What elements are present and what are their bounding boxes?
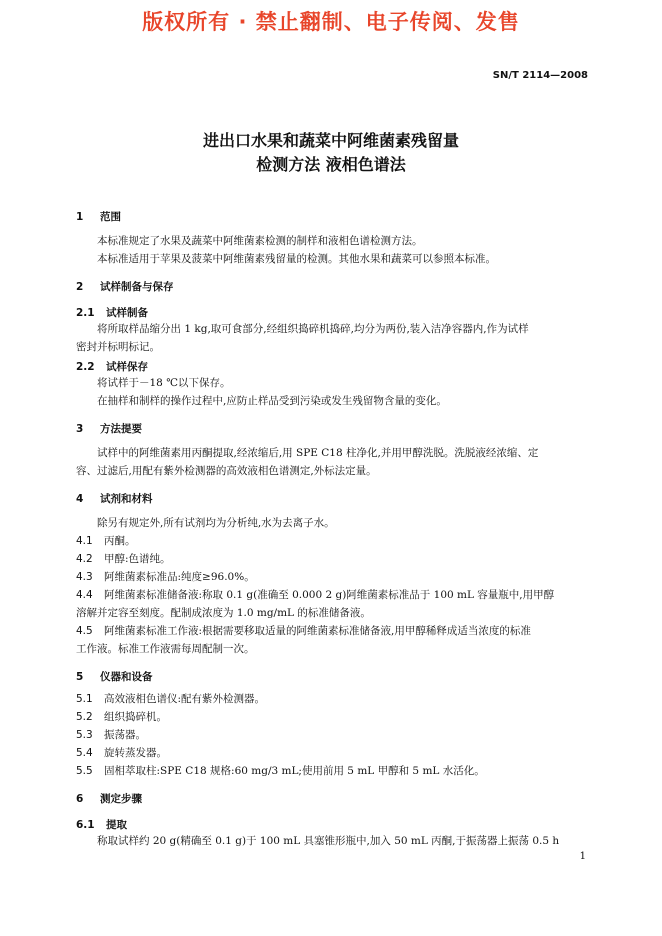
section-1-paragraph: 本标准规定了水果及蔬菜中阿维菌素检测的制样和液相色谱检测方法。 <box>97 235 423 247</box>
section-2-2-paragraph: 将试样于－18 ℃以下保存。 <box>97 377 231 389</box>
section-3-paragraph: 试样中的阿维菌素用丙酮提取,经浓缩后,用 SPE C18 柱净化,并用甲醇洗脱。洗脱液经浓缩、定 <box>97 447 539 459</box>
list-item: 5.3 振荡器。 <box>76 729 146 741</box>
list-item: 4.3 阿维菌素标准品:纯度≥96.0%。 <box>76 571 255 583</box>
title-line-1: 进出口水果和蔬菜中阿维菌素残留量 <box>202 131 459 150</box>
section-2-1-paragraph: 将所取样品缩分出 1 kg,取可食部分,经组织捣碎机捣碎,均分为两份,装入洁净容器内,作为试样 <box>97 323 529 335</box>
list-item: 4.4 阿维菌素标准储备液:称取 0.1 g(准确至 0.000 2 g)阿维菌素标准品于 100 mL 容量瓶中,用甲醇 <box>76 589 555 601</box>
section-3-heading: 3 方法提要 <box>76 423 142 435</box>
section-6-heading: 6 测定步骤 <box>76 793 142 805</box>
section-2-1-paragraph: 密封并标明标记。 <box>76 341 160 353</box>
page-number: 1 <box>579 851 586 862</box>
list-item: 5.4 旋转蒸发器。 <box>76 747 167 759</box>
list-item: 4.1 丙酮。 <box>76 535 136 547</box>
section-4-heading: 4 试剂和材料 <box>76 493 153 505</box>
section-3-paragraph: 容、过滤后,用配有紫外检测器的高效液相色谱测定,外标法定量。 <box>76 465 377 477</box>
section-6-1-paragraph: 称取试样约 20 g(精确至 0.1 g)于 100 mL 具塞锥形瓶中,加入 50 mL 丙酮,于振荡器上振荡 0.5 h <box>97 835 560 847</box>
title-line-2: 检测方法 液相色谱法 <box>256 155 406 174</box>
document-title <box>0 129 662 177</box>
section-4-intro: 除另有规定外,所有试剂均为分析纯,水为去离子水。 <box>97 517 335 529</box>
list-item: 4.2 甲醇:色谱纯。 <box>76 553 171 565</box>
section-1-paragraph: 本标准适用于苹果及菠菜中阿维菌素残留量的检测。其他水果和蔬菜可以参照本标准。 <box>97 253 496 265</box>
section-2-2-heading: 2.2 试样保存 <box>76 361 148 373</box>
list-item: 5.2 组织捣碎机。 <box>76 711 167 723</box>
list-item: 5.5 固相萃取柱:SPE C18 规格:60 mg/3 mL;使用前用 5 mL 甲醇和 5 mL 水活化。 <box>76 765 485 777</box>
section-1-heading: 1 范围 <box>76 211 121 223</box>
list-item-continuation: 溶解并定容至刻度。配制成浓度为 1.0 mg/mL 的标准储备液。 <box>76 607 371 619</box>
section-6-1-heading: 6.1 提取 <box>76 819 127 831</box>
section-5-heading: 5 仪器和设备 <box>76 671 153 683</box>
list-item-continuation: 工作液。标准工作液需每周配制一次。 <box>76 643 255 655</box>
section-2-heading: 2 试样制备与保存 <box>76 281 174 293</box>
section-2-2-paragraph: 在抽样和制样的操作过程中,应防止样品受到污染或发生残留物含量的变化。 <box>97 395 447 407</box>
list-item: 4.5 阿维菌素标准工作液:根据需要移取适量的阿维菌素标准储备液,用甲醇稀释成适当浓度的标准 <box>76 625 531 637</box>
section-2-1-heading: 2.1 试样制备 <box>76 307 148 319</box>
list-item: 5.1 高效液相色谱仪:配有紫外检测器。 <box>76 693 266 705</box>
standard-number: SN/T 2114—2008 <box>492 70 588 81</box>
copyright-watermark: 版权所有 · 禁止翻制、电子传阅、发售 <box>142 10 520 34</box>
